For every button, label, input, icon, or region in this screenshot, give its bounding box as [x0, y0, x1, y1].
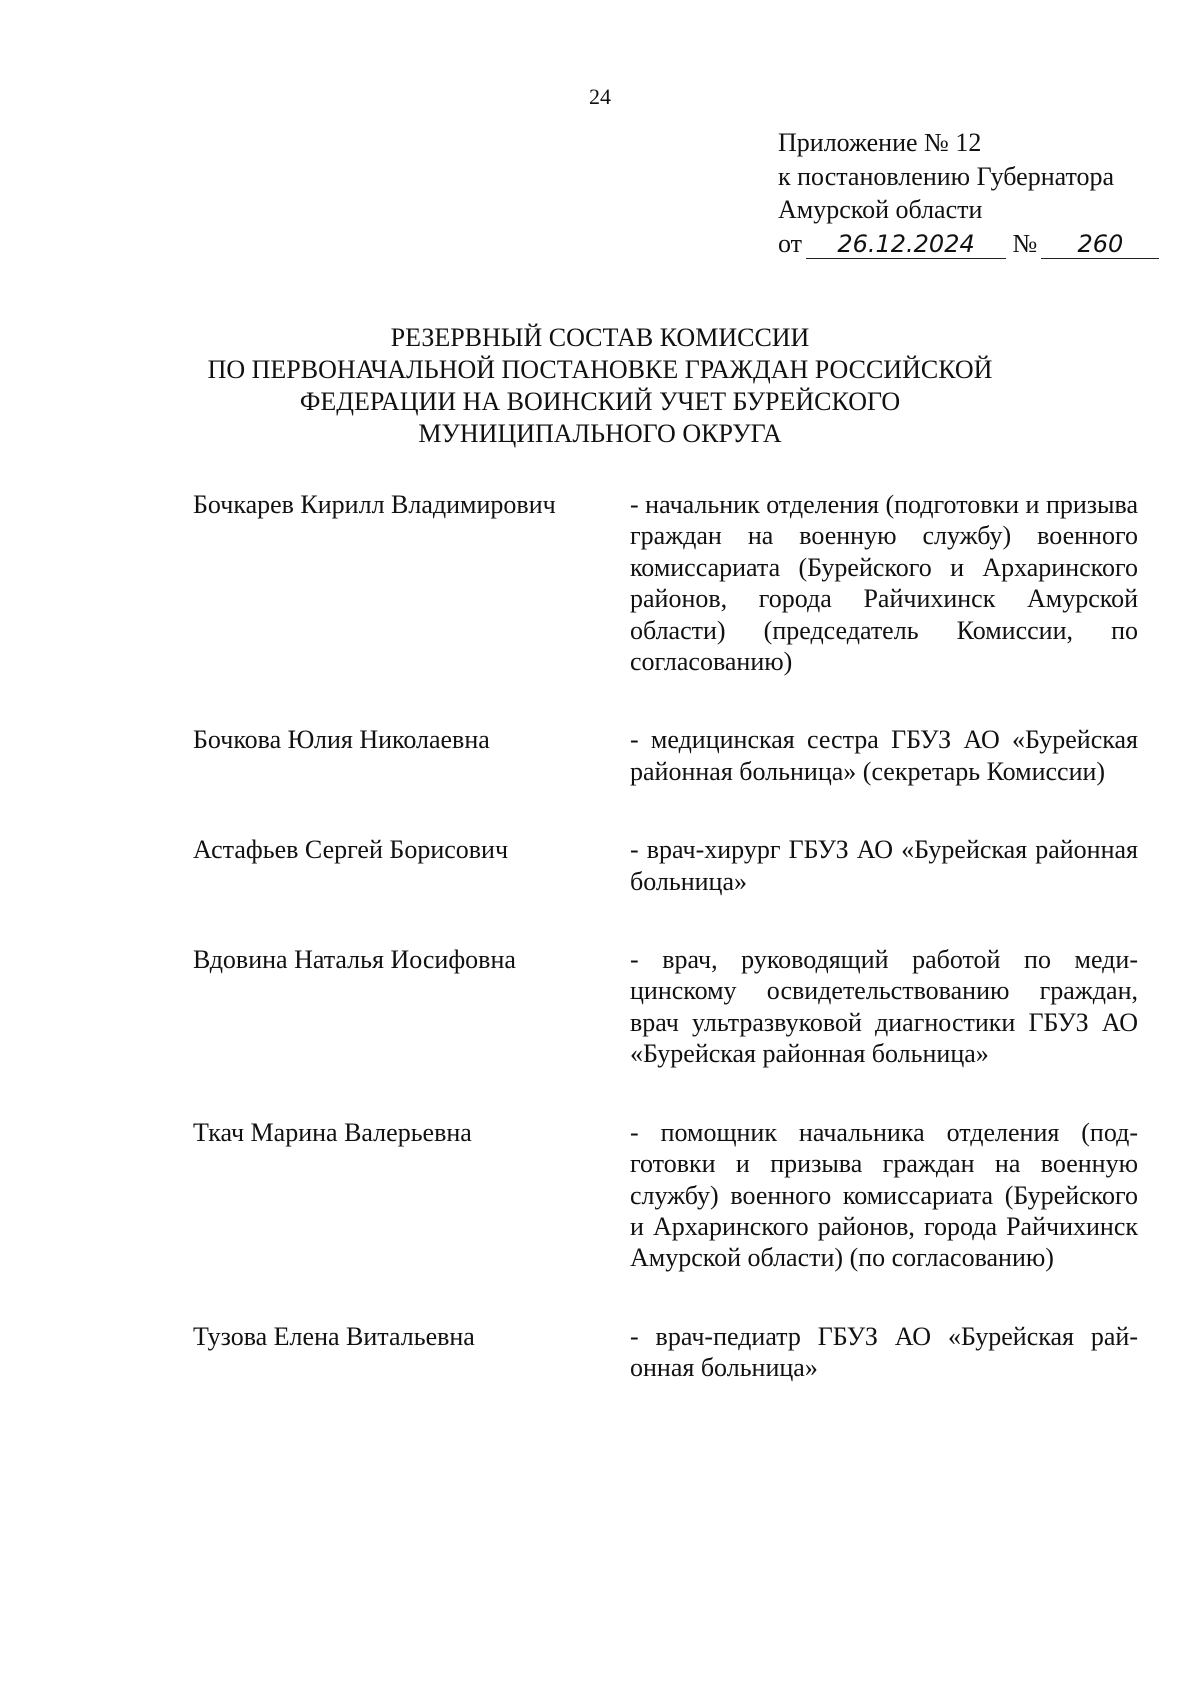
- appendix-header: [778, 126, 1159, 260]
- member-name: Вдовина Наталья Иосифовна: [193, 945, 516, 975]
- handwritten-date: 26.12.2024: [806, 230, 1006, 259]
- member-name: Ткач Марина Валерьевна: [193, 1117, 472, 1147]
- members-list: [193, 489, 1138, 1384]
- member-role: - врач-хирург ГБУЗ АО «Бурейская районная больница»: [630, 835, 1138, 896]
- member-role: - начальник отделения (подготовки и призыва граждан на военную службу) военного комиссариата (Бурейского и Архаринского районов, города Райчихинск Амурской области) (председатель Комиссии, по согласованию): [630, 490, 1138, 677]
- page-number: 24: [589, 84, 611, 109]
- title-line-1: РЕЗЕРВНЫЙ СОСТАВ КОМИССИИ: [390, 323, 810, 352]
- member-role: - врач-педиатр ГБУЗ АО «Бурейская районная больница»: [630, 1321, 1138, 1383]
- appendix-resolution-line: к постановлению Губернатора: [778, 161, 1115, 191]
- member-name: Бочкарев Кирилл Владимирович: [193, 490, 556, 519]
- from-label: от: [778, 228, 803, 258]
- member-row: [193, 1321, 1138, 1384]
- member-role: - медицинская сестра ГБУЗ АО «Бурейская районная больница» (секретарь Комиссии): [630, 725, 1138, 786]
- member-row: [193, 1117, 1138, 1274]
- title-line-4: МУНИЦИПАЛЬНОГО ОКРУГА: [418, 419, 782, 448]
- appendix-date-line: [778, 227, 1159, 261]
- member-name: Астафьев Сергей Борисович: [193, 835, 509, 865]
- appendix-region-line: Амурской области: [778, 195, 983, 224]
- member-role: - врач, руководящий работой по медицинскому освидетельствованию граждан, врач ультразвуковой диагностики ГБУЗ АО «Бурейская районная больница»: [630, 945, 1138, 1069]
- document-title: [0, 322, 1200, 450]
- member-name: Тузова Елена Витальевна: [193, 1321, 475, 1351]
- title-line-3: ФЕДЕРАЦИИ НА ВОИНСКИЙ УЧЕТ БУРЕЙСКОГО: [299, 387, 901, 416]
- number-label: №: [1012, 228, 1038, 258]
- handwritten-number: 260: [1041, 230, 1159, 259]
- member-row: [193, 724, 1138, 787]
- appendix-title: Приложение № 12: [778, 128, 982, 157]
- member-row: [193, 944, 1138, 1070]
- member-name: Бочкова Юлия Николаевна: [193, 725, 490, 755]
- member-row: [193, 834, 1138, 897]
- title-line-2: ПО ПЕРВОНАЧАЛЬНОЙ ПОСТАНОВКЕ ГРАЖДАН РОССИЙСКОЙ: [207, 355, 993, 384]
- member-role: - помощник начальника отделения (подготовки и призыва граждан на военную службу) военного комиссариата (Бурейского и Архаринского районов, города Райчихинск Амурской области) (по согласованию): [630, 1117, 1138, 1273]
- member-row: [193, 489, 1138, 677]
